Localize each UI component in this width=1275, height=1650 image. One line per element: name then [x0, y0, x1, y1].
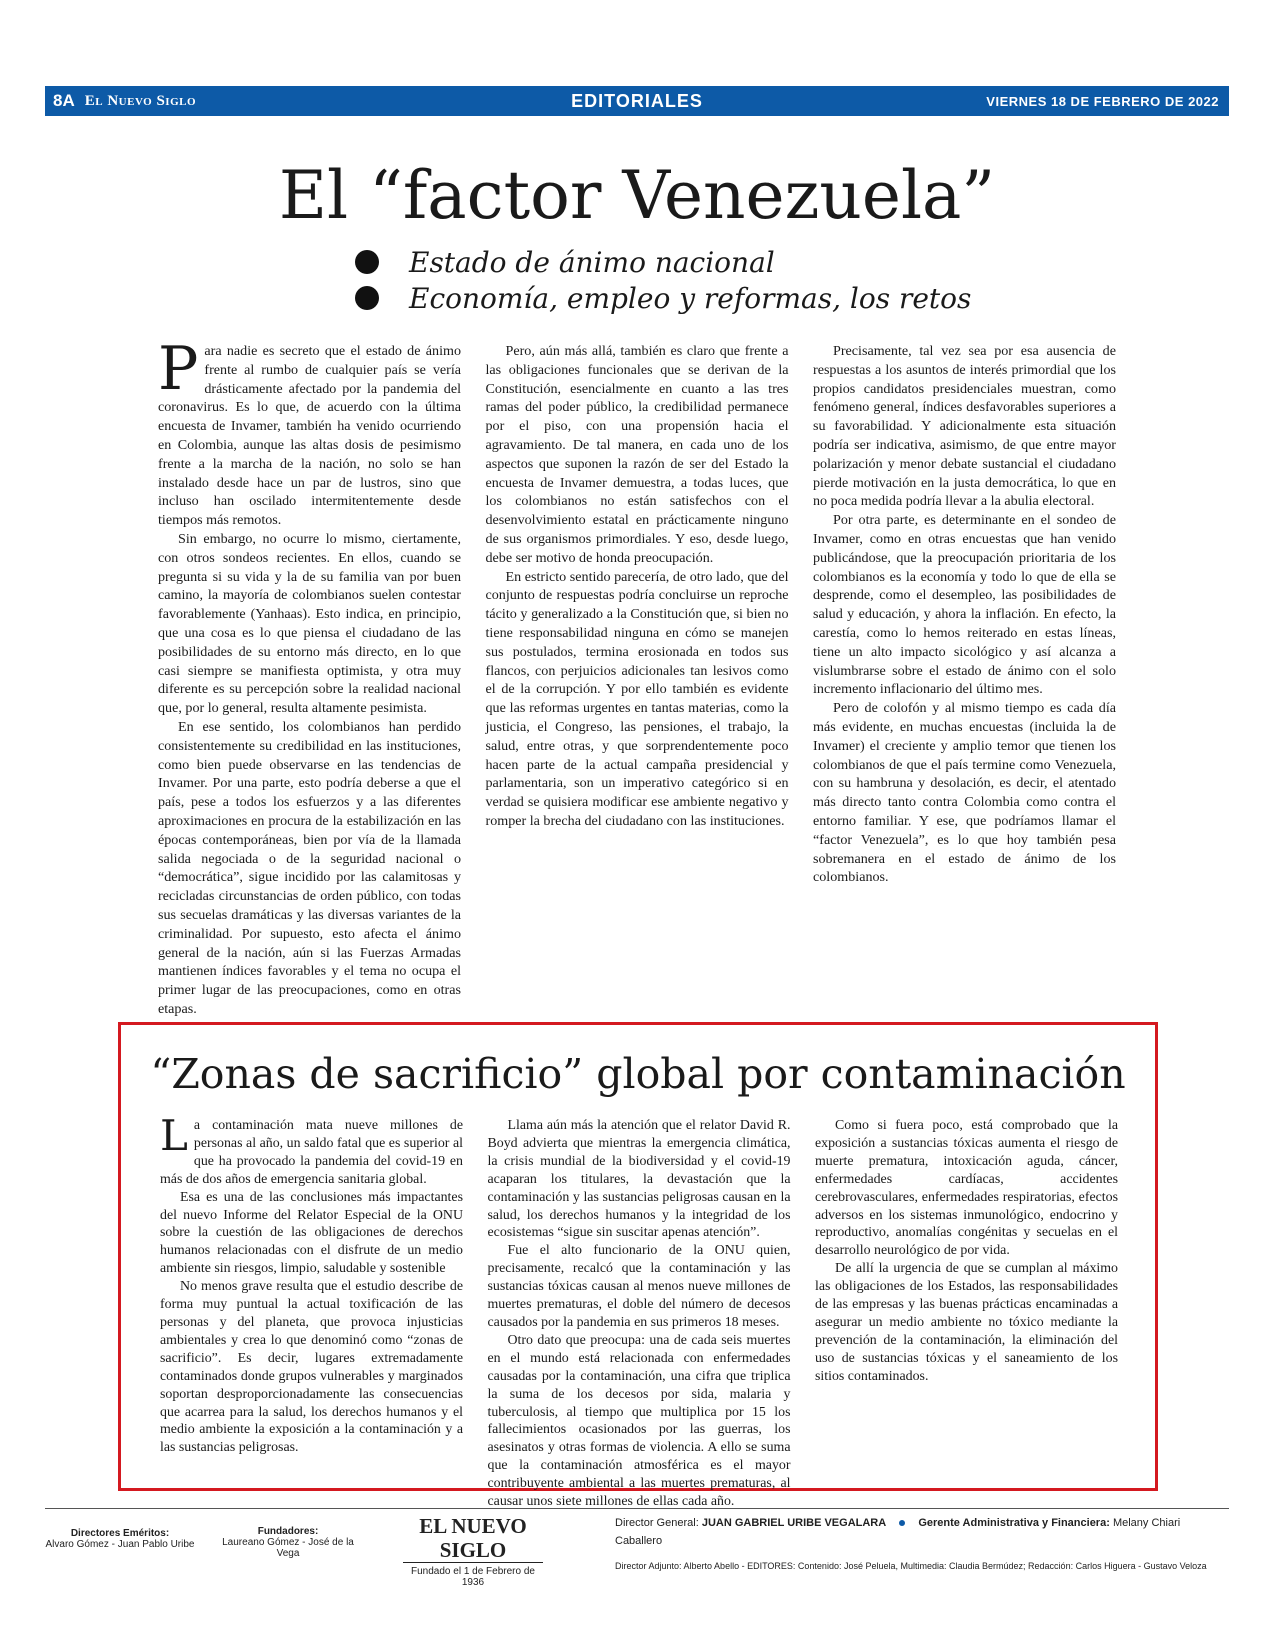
director-line: Director General: JUAN GABRIEL URIBE VEGALARA Gerente Administrativa y Financiera: Melany Chiari Caballero — [615, 1517, 1181, 1547]
newspaper-logo: EL NUEVO SIGLO Fundado el 1 de Febrero de 1936 — [403, 1514, 543, 1588]
article-paragraph: La contaminación mata nueve millones de personas al año, un saldo fatal que es superior al que ha provocado la pandemia del covid-19 en más de dos años de emergencia sanitaria global. — [160, 1111, 463, 1187]
brand-name: El Nuevo Siglo — [84, 92, 197, 109]
article2-column-3 — [815, 1117, 1118, 1477]
article-paragraph: Otro dato que preocupa: una de cada seis muertes en el mundo está relacionada con enfermedades causadas por la contaminación, una cifra que triplica la suma de los decesos por sida, malaria y tuberculosis, al tiempo que multiplica por 15 los fallecimientos ocasionados por las guerras, los asesinatos y otras formas de violencia. A ello se suma que la contaminación atmosférica es el mayor contribuyente ambiental a las muertes prematuras, al causar unos siete millones de ellas cada año. — [487, 1332, 791, 1510]
article-paragraph: De allí la urgencia de que se cumplan al máximo las obligaciones de los Estados, las responsabilidades de las empresas y las buenas prácticas encaminadas a asegurar un medio ambiente no tóxico mediante la prevención de la contaminación, la eliminación del uso de sustancias tóxicas y el saneamiento de los sitios contaminados. — [815, 1261, 1118, 1384]
subhead-item: Estado de ánimo nacional — [355, 244, 971, 280]
staff-credits — [615, 1514, 1229, 1576]
article1-column-3 — [813, 342, 1116, 1014]
article2-headline: “Zonas de sacrificio” global por contaminación — [150, 1050, 1126, 1098]
drop-cap: P — [158, 334, 199, 404]
article-paragraph: Esa es una de las conclusiones más impactantes del nuevo Informe del Relator Especial de la ONU sobre la cuestión de las obligaciones de derechos humanos relacionadas con el disfrute de un medio ambiente sin riesgos, limpio, saludable y sostenible — [160, 1189, 463, 1277]
emeritus-directors: Directores Eméritos: Alvaro Gómez - Juan Pablo Uribe — [45, 1528, 195, 1550]
article2-box — [118, 1022, 1158, 1510]
article1-column-1 — [158, 334, 461, 1017]
article2-body — [160, 1111, 1118, 1510]
masthead-footer — [45, 1514, 1229, 1588]
page-header-bar — [45, 86, 1229, 116]
footer-divider — [45, 1508, 1229, 1509]
article-paragraph: Fue el alto funcionario de la ONU quien, precisamente, recalcó que la contaminación y las sustancias tóxicas causan al menos nueve millones de muertes prematuras, el doble del número de decesos causados por la pandemia en sus primeros 18 meses. — [487, 1243, 791, 1330]
article-paragraph: En ese sentido, los colombianos han perdido consistentemente su credibilidad en las instituciones, como bien puede observarse en las tendencias de Invamer. Por una parte, esto podría deberse a que el país, pese a todos los esfuerzos y a las diferentes aproximaciones en procura de la estabilización en las épocas contemporáneas, bien por vía de la llamada salida negociada o de la seguridad nacional o “democrática”, sigue incidido por las calamitosas y recicladas circunstancias de orden público, con todas sus secuelas dramáticas y las diversas variantes de la criminalidad. Por supuesto, esto afecta el ánimo general de la nación, aún si las Fuerzas Armadas mantienen índices favorables y el tema no ocupa el primer lugar de las preocupaciones, como en otras etapas. — [158, 718, 461, 1017]
page-number: 8A — [53, 91, 75, 110]
drop-cap: L — [160, 1111, 188, 1160]
article-paragraph: Pero, aún más allá, también es claro que frente a las obligaciones funcionales que se derivan de la Constitución, esencialmente en cuanto a las tres ramas del poder público, la credibilidad permanece por el piso, con una propensión hacia el agravamiento. De tal manera, en cada uno de los aspectos que suponen la razón de ser del Estado la encuesta de Invamer demuestra, a todas luces, que los colombianos no están satisfechos con el desenvolvimiento estatal en prácticamente ninguno de sus organismos primordiales. Y eso, desde luego, debe ser motivo de honda preocupación. — [485, 343, 789, 566]
article-paragraph: Por otra parte, es determinante en el sondeo de Invamer, como en otras encuestas que han venido publicándose, que la preocupación prioritaria de los colombianos es la economía y todo lo que de ella se desprende, como el desempleo, las posibilidades de salud y educación, y ahora la inflación. En efecto, la carestía, como lo hemos reiterado en estas líneas, tiene un alto impacto sicológico y así alcanza a vislumbrarse sobre el estado de ánimo con el solo incremento inflacionario del último mes. — [813, 512, 1116, 698]
editors-line: Director Adjunto: Alberto Abello - EDITORES: Contenido: José Peluela, Multimedia: Claudia Bermúdez; Redacción: Carlos Higuera - Gustavo Veloza — [615, 1561, 1207, 1571]
article1-headline: El “factor Venezuela” — [278, 157, 996, 234]
article-paragraph: Llama aún más la atención que el relator David R. Boyd advierta que mientras la emergencia climática, la crisis mundial de la biodiversidad y el covid-19 acaparan los titulares, la devastación que la contaminación y las sustancias peligrosas causan en la salud, los derechos humanos y la integridad de los ecosistemas “sigue sin suscitar apenas atención”. — [487, 1118, 791, 1241]
section-name: EDITORIALES — [571, 90, 703, 111]
article-paragraph: Precisamente, tal vez sea por esa ausencia de respuestas a los asuntos de interés primordial que los propios candidatos presidenciales muestran, como fenómeno general, índices desfavorables superiores a su favorabilidad. Y adicionalmente esta situación podría ser indicativa, asimismo, de que entre mayor polarización y menor debate sustancial el ciudadano pierde motivación en la justa democrática, lo que en no poca medida podría llevar a la abulia electoral. — [813, 343, 1116, 510]
article2-column-1 — [160, 1111, 463, 1477]
bullet-dot-icon — [355, 286, 379, 310]
article-paragraph: En estricto sentido parecería, de otro lado, que del conjunto de respuestas podría concluirse un reproche tácito y generalizado a la Constitución que, si bien no tiene responsabilidad ninguna en cómo se manejen sus postulados, termina erosionada en todos sus flancos, con perjuicios adicionales tan lesivos como el de la corrupción. Y por ello también es evidente que las reformas urgentes en tantas materias, como la justicia, el Congreso, las pensiones, el trabajo, la salud, entre otras, y que sorprendentemente poco hacen parte de la actual campaña presidencial y parlamentaria, son un imperativo categórico si en verdad se quisiera modificar ese ambiente negativo y romper la brecha del ciudadano con las instituciones. — [485, 568, 789, 829]
article1-subheads — [355, 244, 971, 316]
issue-date: VIERNES 18 DE FEBRERO DE 2022 — [986, 93, 1219, 109]
article-paragraph: Sin embargo, no ocurre lo mismo, ciertamente, con otros sondeos recientes. En ellos, cuando se pregunta si su vida y la de su familia van por buen camino, la mayoría de colombianos suelen contestar favorablemente (Yanhaas). Esto indica, en principio, que una cosa es lo que piensa el ciudadano de las posibilidades de su entorno más directo, en lo que casi siempre se manifiesta optimista, y otra muy diferente es su percepción sobre la realidad nacional que, por lo general, resulta altamente pesimista. — [158, 530, 461, 717]
subhead-item: Economía, empleo y reformas, los retos — [355, 280, 971, 316]
article1-column-2 — [486, 342, 789, 1014]
article1-body — [158, 334, 1116, 1017]
bullet-dot-icon — [355, 250, 379, 274]
header-left — [53, 91, 196, 111]
article-paragraph: No menos grave resulta que el estudio describe de forma muy puntual la actual toxificación de las personas y del planeta, que provoca injusticias ambientales y crea lo que denominó como “zonas de sacrificio”. Es decir, lugares extremadamente contaminados donde grupos vulnerables y marginados soportan desproporcionadamente las consecuencias que acarrea para la salud, los derechos humanos y el medio ambiente la exposición a la contaminación y a las sustancias peligrosas. — [160, 1279, 463, 1456]
article2-column-2 — [487, 1117, 791, 1510]
separator-dot-icon — [899, 1520, 905, 1526]
founders: Fundadores: Laureano Gómez - José de la Vega — [222, 1526, 354, 1559]
article-paragraph: Como si fuera poco, está comprobado que la exposición a sustancias tóxicas aumenta el riesgo de muerte prematura, intoxicación aguda, cáncer, enfermedades cardíacas, accidentes cerebrovasculares, enfermedades respiratorias, efectos adversos en los sistemas inmunológico, endocrino y reproductivo, anomalías congénitas y secuelas en el desarrollo neurológico de por vida. — [815, 1118, 1118, 1259]
article-paragraph: Pero de colofón y al mismo tiempo es cada día más evidente, en muchas encuestas (incluida la de Invamer) el creciente y amplio temor que tienen los colombianos de que el país termine como Venezuela, con su hambruna y desolación, es decir, el atentado más directo tanto contra Colombia como contra el entorno familiar. Y ese, que podríamos llamar el “factor Venezuela”, es lo que hoy también pesa sobremanera en el estado de ánimo de los colombianos. — [813, 700, 1116, 886]
article-paragraph: Para nadie es secreto que el estado de ánimo frente al rumbo de cualquier país se vería drásticamente afectado por la pandemia del coronavirus. Es lo que, de acuerdo con la última encuesta de Invamer, también ha venido ocurriendo en Colombia, aunque las altas dosis de pesimismo frente a la marcha de la nación, no solo se han instalado desde hace un par de lustros, sino que incluso han oscilado intermitentemente desde tiempos más remotos. — [158, 334, 461, 529]
